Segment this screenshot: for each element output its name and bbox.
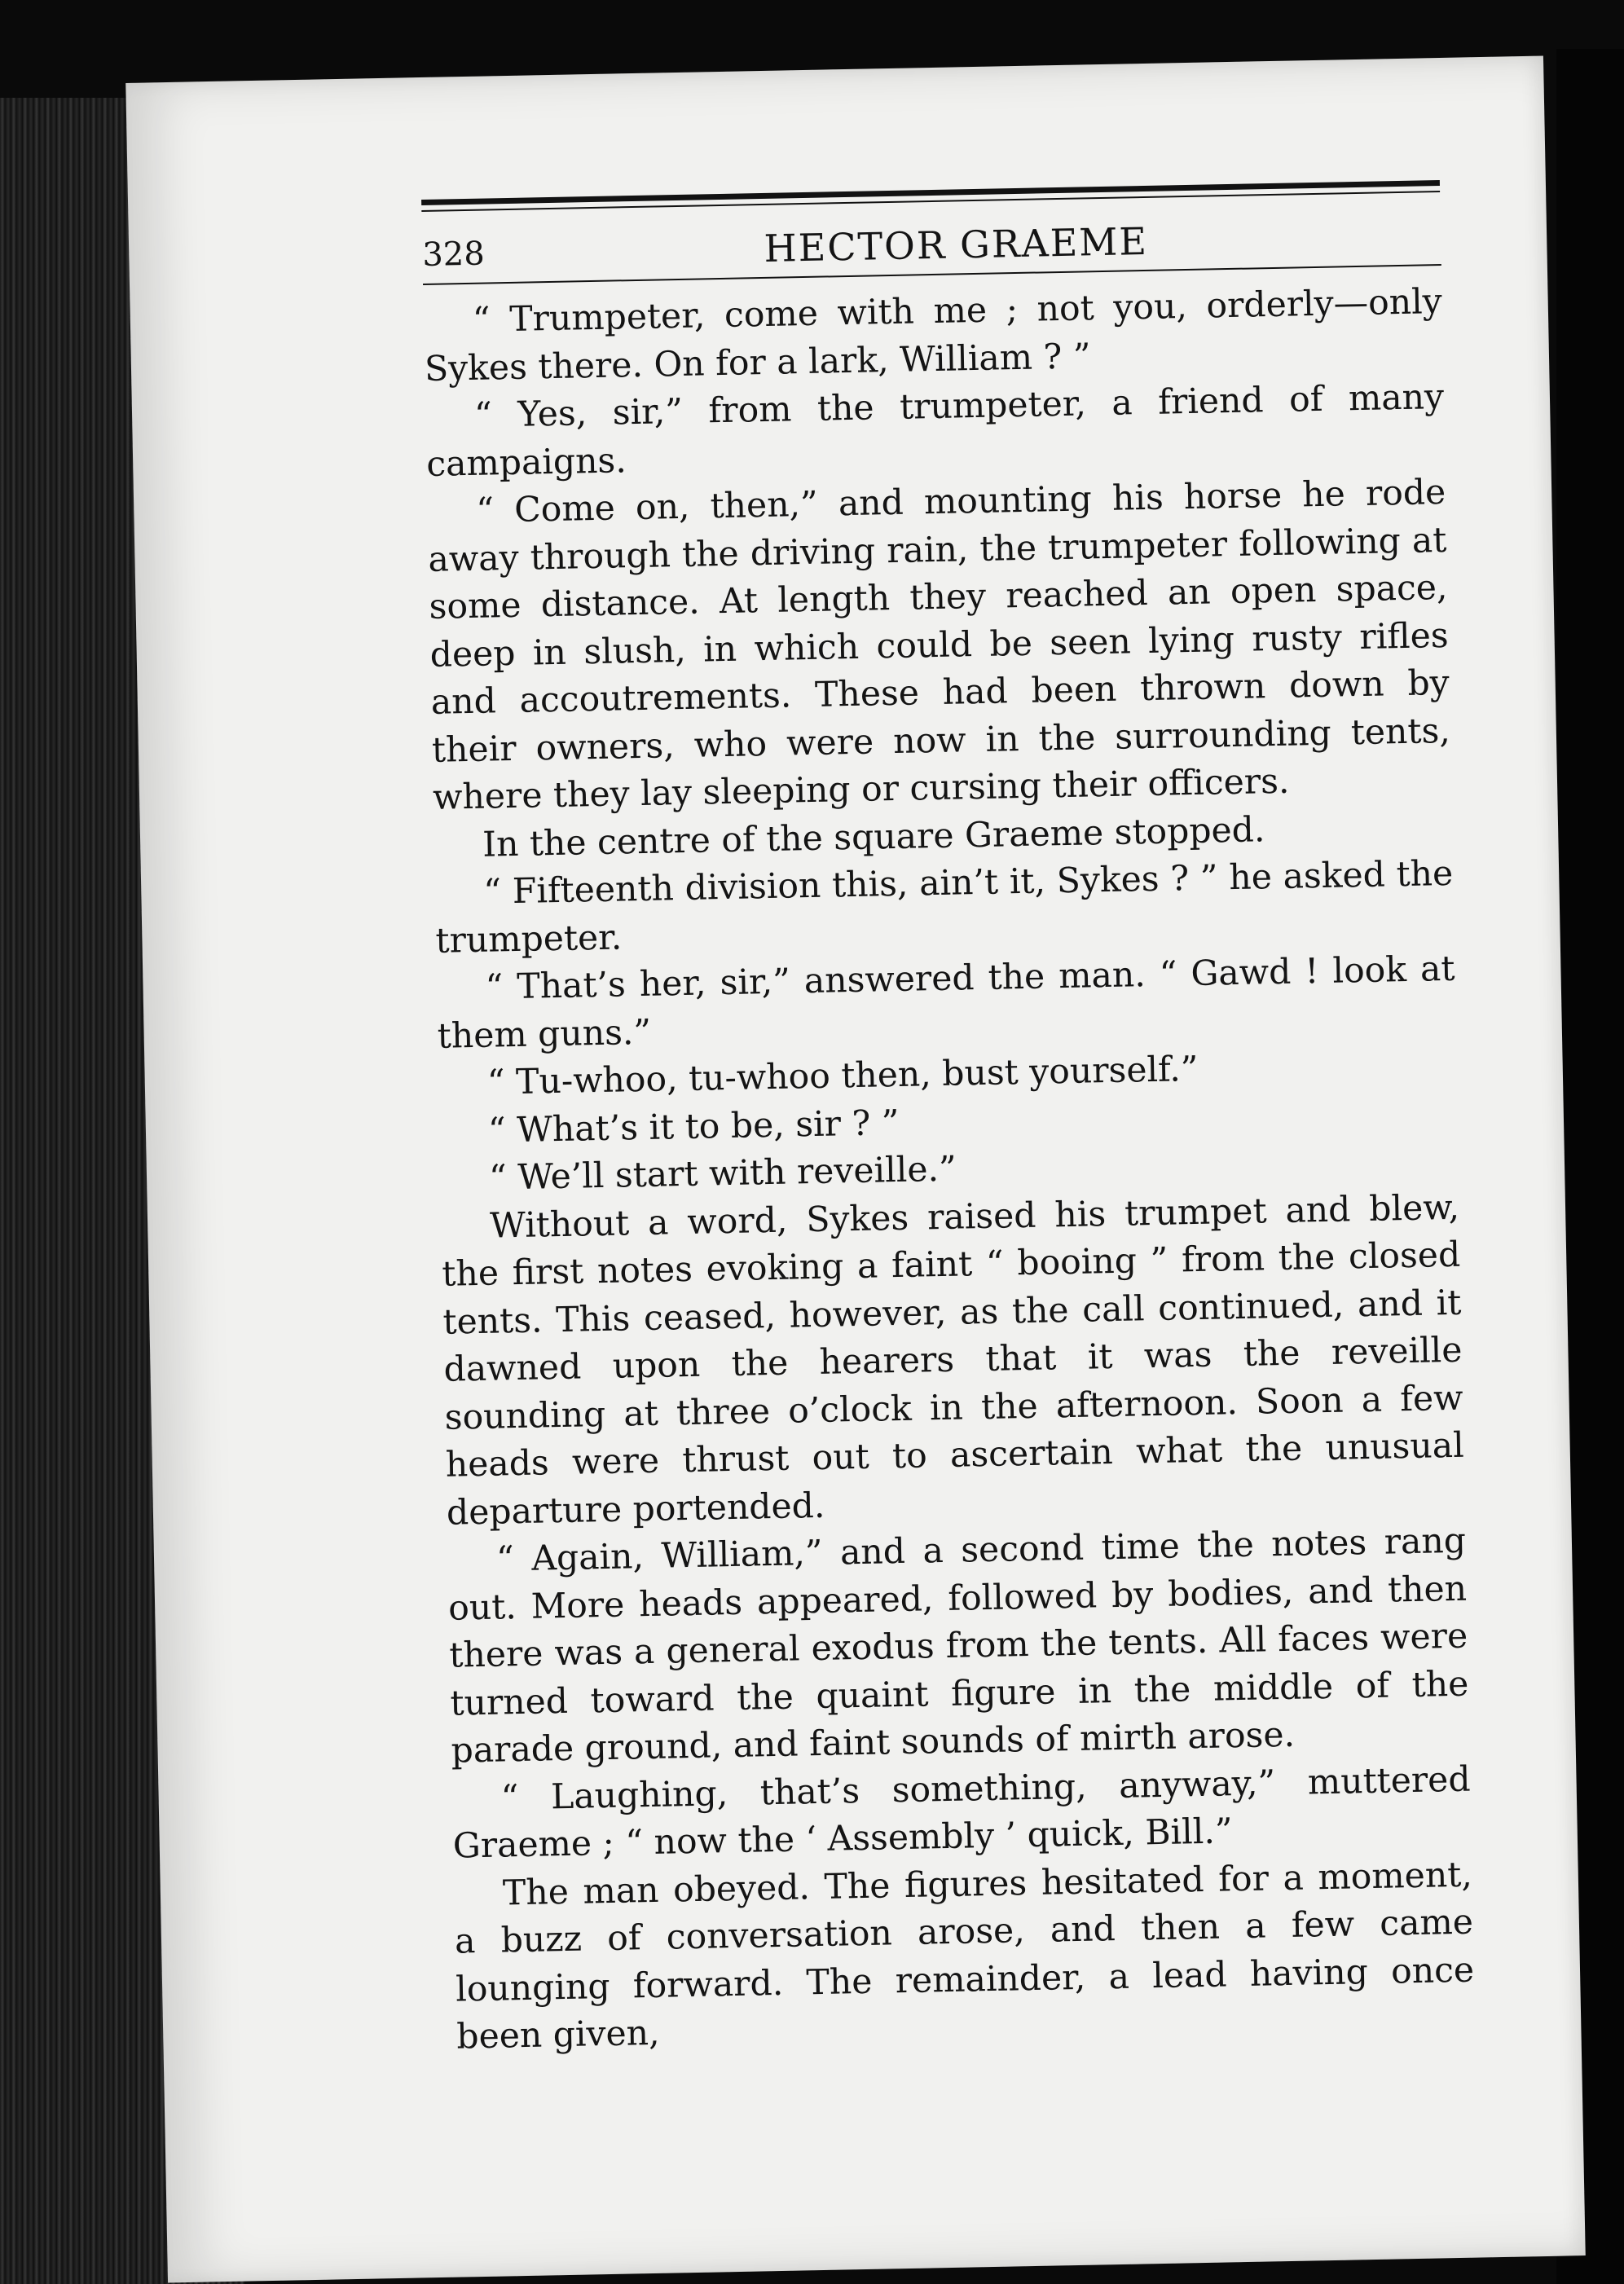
paragraph: “ Laughing, that’s something, anyway,” muttered Graeme ; “ now the ‘ Assembly ’ quick, Bill.”: [452, 1759, 1471, 1867]
paragraph: “ Tu-whoo, tu-whoo then, bust yourself.”: [486, 1049, 1199, 1103]
running-title: HECTOR GRAEME: [764, 218, 1149, 271]
paragraph: Without a word, Sykes raised his trumpet and blew, the first notes evoking a faint “ booing ” from the closed tents. This ceased, however, as the call continued, and it dawned upon the hearers that it was the reveille sounding at three o’clock in the afternoon. Soon a few heads were thrust out to ascertain what the unusual departure portended.: [441, 1187, 1465, 1534]
paragraph: “ Fifteenth division this, ain’t it, Sykes ? ” he asked the trumpeter.: [435, 853, 1454, 962]
paragraph: The man obeyed. The figures hesitated for a moment, a buzz of conversation arose, and then a few came lounging forward. The remainder, a lead having once been given,: [454, 1855, 1475, 2057]
paragraph: “ We’ll start with reveille.”: [488, 1149, 957, 1199]
paragraph: In the centre of the square Graeme stopped.: [482, 809, 1265, 865]
page-number: 328: [421, 235, 486, 274]
body-text: [423, 279, 1475, 2062]
paragraph: “ Again, William,” and a second time the notes rang out. More heads appeared, followed by bodies, and then there was a general exodus from the tents. All faces were turned toward the quaint figure in the middle of the parade ground, and faint sounds of mirth arose.: [447, 1520, 1469, 1771]
page-text-block: [421, 180, 1476, 2062]
paragraph: “ That’s her, sir,” answered the man. “ Gawd ! look at them guns.”: [437, 948, 1455, 1057]
paragraph: “ Trumpeter, come with me ; not you, orderly—only Sykes there. On for a lark, William ? ”: [424, 281, 1443, 389]
paragraph: “ What’s it to be, sir ? ”: [487, 1102, 900, 1151]
paragraph: “ Come on, then,” and mounting his horse he rode away through the driving rain, the trumpeter following at some distance. At length they reached an open space, deep in slush, in which could be seen lying rusty rifles and accoutrements. These had been thrown down by their owners, who were now in the surrounding tents, where they lay sleeping or cursing their officers.: [428, 472, 1451, 818]
paragraph: “ Yes, sir,” from the trumpeter, a friend of many campaigns.: [425, 376, 1445, 485]
book-page: [125, 56, 1586, 2283]
running-header: [422, 207, 1441, 285]
